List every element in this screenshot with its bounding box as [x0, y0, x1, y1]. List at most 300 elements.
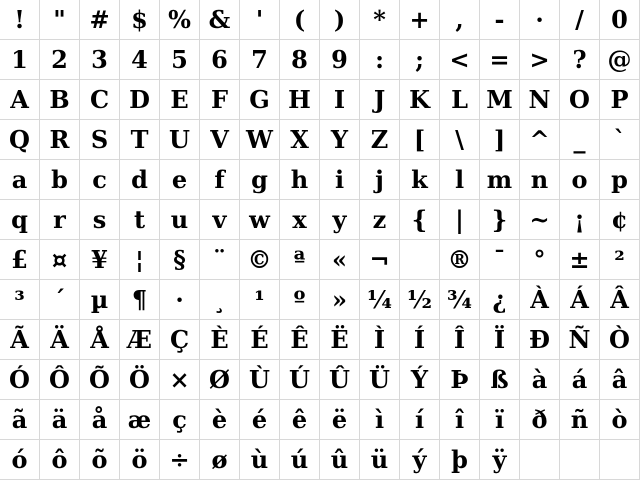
glyph-character: ¾: [446, 284, 473, 314]
glyph-cell[interactable]: [360, 200, 400, 240]
glyph-character: T: [130, 124, 149, 154]
glyph-cell[interactable]: [600, 320, 640, 360]
glyph-character: n: [530, 164, 549, 194]
glyph-cell[interactable]: [520, 0, 560, 40]
glyph-character: ±: [569, 244, 590, 274]
glyph-character: ä: [51, 404, 68, 434]
glyph-cell[interactable]: [200, 120, 240, 160]
glyph-cell[interactable]: [360, 80, 400, 120]
glyph-character: ú: [290, 444, 309, 474]
glyph-cell[interactable]: [600, 200, 640, 240]
glyph-character: W: [246, 124, 273, 154]
glyph-cell[interactable]: [360, 320, 400, 360]
glyph-cell[interactable]: [160, 440, 200, 480]
glyph-cell[interactable]: [480, 200, 520, 240]
glyph-cell[interactable]: [480, 40, 520, 80]
glyph-cell[interactable]: [600, 240, 640, 280]
glyph-character: a: [11, 164, 28, 194]
glyph-cell[interactable]: [360, 240, 400, 280]
glyph-cell[interactable]: [560, 80, 600, 120]
glyph-cell[interactable]: [240, 160, 280, 200]
glyph-cell[interactable]: [560, 120, 600, 160]
glyph-character: á: [571, 364, 588, 394]
glyph-cell[interactable]: [80, 360, 120, 400]
glyph-character: w: [249, 204, 270, 234]
glyph-character: V: [210, 124, 229, 154]
glyph-cell[interactable]: [240, 0, 280, 40]
glyph-cell[interactable]: [520, 80, 560, 120]
glyph-character: Î: [453, 324, 466, 354]
glyph-cell[interactable]: [520, 120, 560, 160]
glyph-cell[interactable]: [560, 40, 600, 80]
glyph-character: N: [528, 84, 551, 114]
glyph-cell[interactable]: [0, 40, 40, 80]
glyph-character: A: [10, 84, 29, 114]
glyph-character: Ú: [289, 364, 310, 394]
glyph-cell[interactable]: [0, 160, 40, 200]
glyph-cell[interactable]: [200, 160, 240, 200]
glyph-character: *: [373, 4, 386, 34]
glyph-character: J: [373, 84, 386, 114]
glyph-cell[interactable]: [320, 80, 360, 120]
glyph-cell[interactable]: [0, 440, 40, 480]
glyph-cell[interactable]: [520, 360, 560, 400]
glyph-cell[interactable]: [200, 320, 240, 360]
glyph-character: `: [613, 124, 626, 154]
glyph-character: 9: [331, 44, 348, 74]
glyph-cell[interactable]: [440, 320, 480, 360]
glyph-character: &: [208, 4, 231, 34]
glyph-cell[interactable]: [400, 360, 440, 400]
glyph-character: 0: [611, 4, 628, 34]
glyph-character: G: [249, 84, 270, 114]
glyph-character: Ó: [9, 364, 30, 394]
glyph-character: ¦: [135, 244, 144, 274]
glyph-cell[interactable]: [360, 360, 400, 400]
glyph-cell[interactable]: [440, 240, 480, 280]
glyph-character: ñ: [570, 404, 589, 434]
glyph-cell[interactable]: [280, 0, 320, 40]
glyph-character: ': [255, 4, 264, 34]
glyph-cell[interactable]: [440, 40, 480, 80]
glyph-character: #: [89, 4, 110, 34]
glyph-cell[interactable]: [120, 240, 160, 280]
glyph-cell[interactable]: [520, 160, 560, 200]
glyph-character: ×: [169, 364, 190, 394]
glyph-cell[interactable]: [160, 80, 200, 120]
glyph-cell[interactable]: [120, 80, 160, 120]
glyph-character: H: [288, 84, 311, 114]
glyph-cell[interactable]: [600, 280, 640, 320]
glyph-cell[interactable]: [400, 280, 440, 320]
glyph-character: û: [330, 444, 349, 474]
glyph-cell[interactable]: [160, 240, 200, 280]
glyph-cell[interactable]: [40, 360, 80, 400]
glyph-cell[interactable]: [480, 400, 520, 440]
glyph-cell[interactable]: [560, 200, 600, 240]
glyph-character: ö: [131, 444, 148, 474]
glyph-character: È: [210, 324, 229, 354]
glyph-character: P: [610, 84, 629, 114]
glyph-cell[interactable]: [200, 400, 240, 440]
glyph-cell[interactable]: [160, 120, 200, 160]
glyph-cell[interactable]: [40, 280, 80, 320]
glyph-character: f: [214, 164, 225, 194]
glyph-character: ¯: [493, 244, 506, 274]
glyph-cell[interactable]: [600, 0, 640, 40]
glyph-cell[interactable]: [480, 80, 520, 120]
glyph-cell[interactable]: [120, 320, 160, 360]
glyph-cell[interactable]: [40, 0, 80, 40]
glyph-cell[interactable]: [200, 80, 240, 120]
glyph-cell[interactable]: [80, 40, 120, 80]
glyph-cell[interactable]: [40, 240, 80, 280]
glyph-character: Ô: [49, 364, 70, 394]
glyph-cell-empty[interactable]: [520, 440, 560, 480]
glyph-cell[interactable]: [400, 240, 440, 280]
glyph-cell[interactable]: [120, 120, 160, 160]
glyph-character: z: [372, 204, 387, 234]
glyph-cell[interactable]: [200, 440, 240, 480]
glyph-character: v: [212, 204, 227, 234]
glyph-cell[interactable]: [200, 200, 240, 240]
glyph-character: â: [611, 364, 628, 394]
glyph-cell[interactable]: [560, 320, 600, 360]
glyph-cell[interactable]: [400, 400, 440, 440]
glyph-character: ï: [494, 404, 505, 434]
glyph-cell[interactable]: [560, 280, 600, 320]
glyph-character: ¿: [492, 284, 507, 314]
glyph-cell[interactable]: [560, 400, 600, 440]
glyph-cell[interactable]: [240, 40, 280, 80]
glyph-cell[interactable]: [360, 0, 400, 40]
glyph-cell[interactable]: [280, 40, 320, 80]
glyph-cell[interactable]: [560, 0, 600, 40]
glyph-cell[interactable]: [80, 280, 120, 320]
glyph-cell[interactable]: [80, 160, 120, 200]
glyph-character: b: [51, 164, 68, 194]
glyph-character: >: [529, 44, 550, 74]
glyph-cell[interactable]: [320, 40, 360, 80]
glyph-cell[interactable]: [320, 360, 360, 400]
glyph-character: ð: [531, 404, 548, 434]
glyph-character: r: [53, 204, 66, 234]
glyph-character: ^: [529, 124, 550, 154]
glyph-cell[interactable]: [600, 160, 640, 200]
glyph-cell[interactable]: [560, 160, 600, 200]
glyph-cell[interactable]: [320, 280, 360, 320]
glyph-character: [: [413, 124, 426, 154]
glyph-character: ·: [175, 284, 184, 314]
glyph-cell[interactable]: [320, 400, 360, 440]
glyph-cell[interactable]: [560, 240, 600, 280]
glyph-cell[interactable]: [520, 200, 560, 240]
glyph-character: µ: [90, 284, 109, 314]
glyph-cell[interactable]: [320, 320, 360, 360]
glyph-cell[interactable]: [320, 0, 360, 40]
glyph-cell[interactable]: [280, 200, 320, 240]
glyph-character: °: [533, 244, 546, 274]
glyph-cell[interactable]: [0, 0, 40, 40]
glyph-cell[interactable]: [440, 360, 480, 400]
glyph-cell[interactable]: [520, 280, 560, 320]
glyph-cell[interactable]: [120, 200, 160, 240]
glyph-character: {: [411, 204, 428, 234]
glyph-character: ß: [490, 364, 509, 394]
glyph-cell[interactable]: [280, 120, 320, 160]
glyph-character: É: [250, 324, 269, 354]
glyph-cell[interactable]: [400, 80, 440, 120]
glyph-cell[interactable]: [360, 40, 400, 80]
glyph-cell[interactable]: [600, 400, 640, 440]
glyph-cell[interactable]: [240, 440, 280, 480]
glyph-cell[interactable]: [160, 280, 200, 320]
glyph-character: _: [573, 124, 586, 154]
glyph-cell[interactable]: [320, 160, 360, 200]
glyph-character: d: [131, 164, 148, 194]
glyph-cell[interactable]: [80, 240, 120, 280]
glyph-cell[interactable]: [280, 240, 320, 280]
glyph-character: Â: [610, 284, 629, 314]
glyph-cell[interactable]: [520, 400, 560, 440]
glyph-character: ): [333, 4, 346, 34]
glyph-character: §: [173, 244, 186, 274]
glyph-character: ®: [447, 244, 472, 274]
glyph-character: /: [575, 4, 584, 34]
glyph-cell[interactable]: [40, 320, 80, 360]
glyph-cell[interactable]: [320, 200, 360, 240]
glyph-character: l: [454, 164, 465, 194]
glyph-character: ø: [211, 444, 228, 474]
glyph-cell[interactable]: [80, 440, 120, 480]
glyph-cell[interactable]: [360, 160, 400, 200]
glyph-character: F: [210, 84, 229, 114]
glyph-cell[interactable]: [440, 0, 480, 40]
glyph-cell[interactable]: [200, 240, 240, 280]
glyph-cell[interactable]: [440, 200, 480, 240]
glyph-cell[interactable]: [480, 320, 520, 360]
glyph-cell[interactable]: [440, 80, 480, 120]
glyph-cell[interactable]: [320, 440, 360, 480]
glyph-character: ¬: [369, 244, 390, 274]
glyph-character: k: [411, 164, 428, 194]
glyph-cell[interactable]: [160, 40, 200, 80]
glyph-character: Z: [370, 124, 389, 154]
glyph-cell[interactable]: [520, 320, 560, 360]
glyph-cell[interactable]: [440, 400, 480, 440]
glyph-character: ô: [51, 444, 68, 474]
glyph-cell[interactable]: [480, 0, 520, 40]
glyph-cell[interactable]: [0, 200, 40, 240]
glyph-character: 6: [211, 44, 228, 74]
glyph-character: ;: [415, 44, 424, 74]
glyph-cell[interactable]: [400, 440, 440, 480]
glyph-character: ²: [614, 244, 625, 274]
glyph-cell[interactable]: [200, 40, 240, 80]
glyph-cell[interactable]: [120, 440, 160, 480]
glyph-character: K: [409, 84, 430, 114]
glyph-character: Õ: [89, 364, 110, 394]
glyph-cell[interactable]: [360, 400, 400, 440]
glyph-cell[interactable]: [240, 120, 280, 160]
glyph-cell[interactable]: [0, 360, 40, 400]
glyph-character: R: [49, 124, 70, 154]
glyph-cell[interactable]: [400, 120, 440, 160]
glyph-character: Ã: [10, 324, 29, 354]
glyph-cell[interactable]: [280, 400, 320, 440]
glyph-cell[interactable]: [160, 0, 200, 40]
glyph-cell[interactable]: [480, 360, 520, 400]
glyph-cell[interactable]: [0, 240, 40, 280]
glyph-cell[interactable]: [280, 360, 320, 400]
glyph-cell-empty[interactable]: [560, 440, 600, 480]
glyph-character: u: [170, 204, 189, 234]
glyph-cell[interactable]: [600, 360, 640, 400]
glyph-cell[interactable]: [280, 160, 320, 200]
glyph-character: S: [90, 124, 109, 154]
glyph-cell[interactable]: [0, 80, 40, 120]
glyph-cell[interactable]: [560, 360, 600, 400]
glyph-character: ¹: [254, 284, 265, 314]
glyph-character: Ì: [373, 324, 386, 354]
glyph-cell[interactable]: [40, 160, 80, 200]
glyph-cell[interactable]: [280, 320, 320, 360]
glyph-character: 1: [11, 44, 28, 74]
glyph-cell[interactable]: [160, 400, 200, 440]
glyph-character: Ø: [209, 364, 230, 394]
glyph-cell[interactable]: [440, 280, 480, 320]
glyph-cell[interactable]: [360, 440, 400, 480]
glyph-cell[interactable]: [120, 400, 160, 440]
glyph-cell[interactable]: [480, 280, 520, 320]
glyph-cell[interactable]: [240, 400, 280, 440]
glyph-character: 5: [171, 44, 188, 74]
glyph-cell[interactable]: [280, 80, 320, 120]
glyph-character: [415, 248, 425, 272]
glyph-cell[interactable]: [400, 0, 440, 40]
glyph-cell[interactable]: [120, 40, 160, 80]
glyph-cell[interactable]: [360, 120, 400, 160]
glyph-character: Ä: [50, 324, 69, 354]
glyph-cell[interactable]: [40, 440, 80, 480]
glyph-cell[interactable]: [200, 280, 240, 320]
glyph-cell[interactable]: [80, 80, 120, 120]
glyph-cell[interactable]: [320, 240, 360, 280]
glyph-cell[interactable]: [400, 160, 440, 200]
glyph-cell[interactable]: [120, 280, 160, 320]
glyph-cell[interactable]: [400, 40, 440, 80]
glyph-character: D: [129, 84, 150, 114]
glyph-character: ¸: [213, 284, 226, 314]
glyph-character: Ö: [129, 364, 150, 394]
glyph-cell[interactable]: [240, 240, 280, 280]
glyph-cell[interactable]: [40, 80, 80, 120]
glyph-character: I: [333, 84, 346, 114]
glyph-cell[interactable]: [80, 320, 120, 360]
glyph-character: j: [375, 164, 384, 194]
glyph-character: Ð: [529, 324, 550, 354]
glyph-character: i: [334, 164, 345, 194]
glyph-character: é: [251, 404, 268, 434]
glyph-cell[interactable]: [480, 160, 520, 200]
glyph-character: è: [211, 404, 228, 434]
glyph-cell[interactable]: [240, 80, 280, 120]
glyph-cell[interactable]: [160, 200, 200, 240]
glyph-cell[interactable]: [120, 360, 160, 400]
glyph-cell[interactable]: [480, 120, 520, 160]
glyph-cell[interactable]: [80, 0, 120, 40]
glyph-character: »: [332, 284, 347, 314]
glyph-character: p: [611, 164, 628, 194]
glyph-cell[interactable]: [160, 360, 200, 400]
glyph-character: í: [414, 404, 425, 434]
glyph-cell[interactable]: [40, 200, 80, 240]
glyph-cell[interactable]: [480, 240, 520, 280]
glyph-cell[interactable]: [0, 280, 40, 320]
glyph-cell[interactable]: [120, 0, 160, 40]
glyph-cell[interactable]: [160, 320, 200, 360]
glyph-cell[interactable]: [440, 440, 480, 480]
glyph-character: O: [569, 84, 590, 114]
glyph-character: ÷: [169, 444, 190, 474]
glyph-cell[interactable]: [120, 160, 160, 200]
glyph-cell[interactable]: [200, 360, 240, 400]
glyph-cell[interactable]: [80, 120, 120, 160]
glyph-cell[interactable]: [480, 440, 520, 480]
glyph-cell[interactable]: [240, 200, 280, 240]
glyph-cell[interactable]: [280, 440, 320, 480]
glyph-cell[interactable]: [320, 120, 360, 160]
glyph-character: Þ: [450, 364, 469, 394]
glyph-cell[interactable]: [0, 400, 40, 440]
glyph-cell[interactable]: [400, 200, 440, 240]
glyph-character: ,: [455, 4, 464, 34]
glyph-character: ã: [11, 404, 28, 434]
glyph-character: %: [168, 4, 191, 34]
glyph-cell[interactable]: [520, 40, 560, 80]
glyph-character: ª: [293, 244, 306, 274]
glyph-cell[interactable]: [240, 320, 280, 360]
glyph-cell[interactable]: [520, 240, 560, 280]
glyph-cell[interactable]: [0, 120, 40, 160]
glyph-cell[interactable]: [40, 400, 80, 440]
glyph-cell[interactable]: [440, 120, 480, 160]
glyph-character: å: [91, 404, 108, 434]
glyph-cell[interactable]: [400, 320, 440, 360]
glyph-character: 2: [51, 44, 68, 74]
glyph-cell[interactable]: [160, 160, 200, 200]
glyph-cell[interactable]: [600, 80, 640, 120]
glyph-cell-empty[interactable]: [600, 440, 640, 480]
glyph-cell[interactable]: [240, 360, 280, 400]
glyph-character: ©: [247, 244, 272, 274]
glyph-cell[interactable]: [440, 160, 480, 200]
glyph-cell[interactable]: [0, 320, 40, 360]
glyph-character: -: [494, 4, 505, 34]
glyph-cell[interactable]: [600, 40, 640, 80]
glyph-cell[interactable]: [80, 200, 120, 240]
glyph-cell[interactable]: [80, 400, 120, 440]
glyph-character: B: [49, 84, 70, 114]
glyph-cell[interactable]: [200, 0, 240, 40]
glyph-cell[interactable]: [600, 120, 640, 160]
glyph-cell[interactable]: [360, 280, 400, 320]
glyph-cell[interactable]: [240, 280, 280, 320]
glyph-cell[interactable]: [40, 120, 80, 160]
glyph-character: Ç: [169, 324, 190, 354]
glyph-cell[interactable]: [40, 40, 80, 80]
glyph-cell[interactable]: [280, 280, 320, 320]
